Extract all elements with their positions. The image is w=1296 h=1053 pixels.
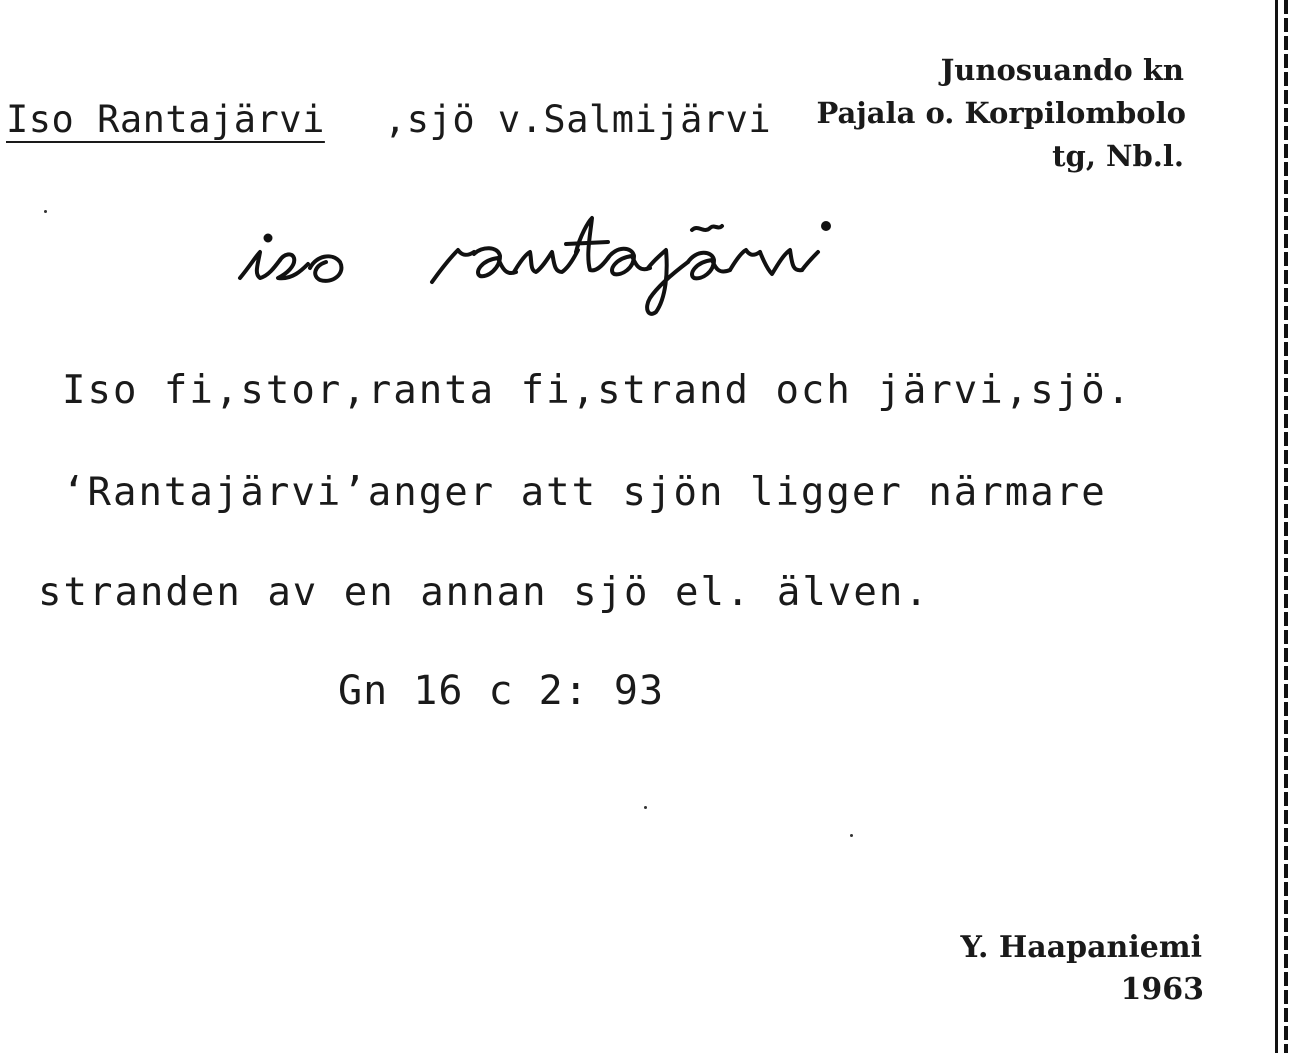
year-label: 1963 [1120, 972, 1204, 1007]
county-label: tg, Nb.l. [1052, 139, 1184, 173]
municipality-label: Junosuando kn [940, 53, 1184, 87]
author-name: Y. Haapaniemi [960, 930, 1202, 965]
scan-speck [44, 210, 47, 213]
explanation-line-3: stranden av en annan sjö el. älven. [38, 570, 930, 615]
source-reference: Gn 16 c 2: 93 [338, 668, 665, 714]
explanation-line-1: Iso fi,stor,ranta fi,strand och järvi,sjö. [62, 368, 1133, 413]
headword-description: ,sjö v.Salmijärvi [384, 98, 772, 141]
scan-speck [850, 834, 853, 837]
handwritten-pronunciation [236, 212, 976, 322]
parish-label: Pajala o. Korpilombolo [816, 96, 1186, 130]
headword: Iso Rantajärvi [6, 98, 325, 141]
explanation-line-2: ‘Rantajärvi’anger att sjön ligger närmare [62, 470, 1107, 515]
card-edge [1275, 0, 1296, 1053]
scan-speck [644, 806, 647, 809]
